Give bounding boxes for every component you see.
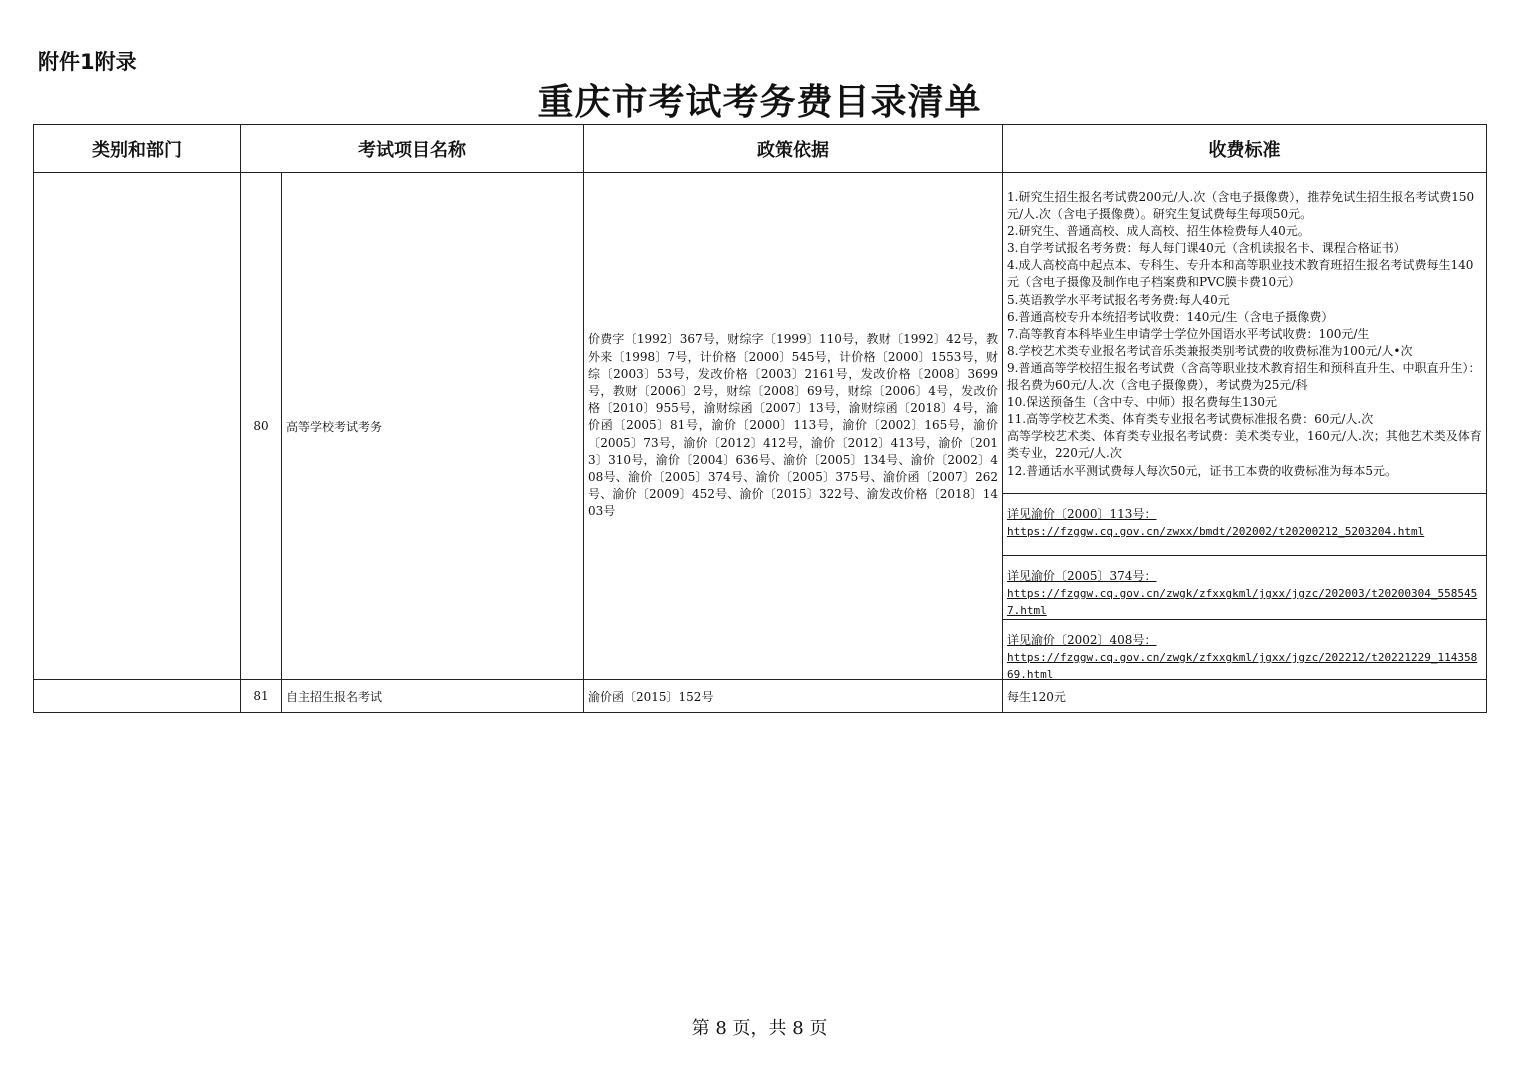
fee-line: 11.高等学校艺术类、体育类专业报名考试费标准报名费：60元/人.次: [1007, 412, 1374, 427]
reference-link[interactable]: [1003, 620, 1486, 683]
document-title: 重庆市考试考务费目录清单: [537, 81, 982, 123]
fee-line: 10.保送预备生（含中专、中师）报名费每生130元: [1007, 395, 1277, 410]
table-row: [34, 173, 1487, 680]
fee-line: 9.普通高等学校招生报名考试费（含高等职业技术教育招生和预科直升生、中职直升生）：报名费为60元/人.次（含电子摄像费），考试费为25元/科: [1007, 360, 1481, 393]
table-row: [34, 680, 1487, 713]
table-header-row: [34, 125, 1487, 173]
fee-line: 3.自学考试报名考务费：每人每门课40元（含机读报名卡、课程合格证书）: [1007, 241, 1406, 256]
fee-line: 5.英语教学水平考试报名考务费:每人40元: [1007, 292, 1230, 307]
header-exam-name: 考试项目名称: [241, 125, 584, 173]
row-number: 81: [241, 680, 282, 713]
fee-line: 8.学校艺术类专业报名考试音乐类兼报类别考试费的收费标准为100元/人•次: [1007, 343, 1413, 358]
reference-link-label: 详见渝价〔2002〕408号：: [1007, 633, 1157, 647]
reference-link-url[interactable]: https://fzggw.cq.gov.cn/zwxx/bmdt/202002/t20200212_5203204.html: [1007, 525, 1425, 538]
reference-link-label: 详见渝价〔2005〕374号：: [1007, 569, 1157, 583]
header-category: 类别和部门: [34, 125, 241, 173]
attachment-label: 附件1附录: [38, 50, 137, 74]
fee-catalog-table: [33, 124, 1487, 713]
reference-link-url[interactable]: https://fzggw.cq.gov.cn/zwgk/zfxxgkml/jgxx/jgzc/202212/t20221229_11435869.html: [1007, 651, 1478, 681]
fee-line: 2.研究生、普通高校、成人高校、招生体检费每人40元。: [1007, 224, 1310, 239]
fee-line: 12.普通话水平测试费每人每次50元，证书工本费的收费标准为每本5元。: [1007, 463, 1397, 478]
header-policy: 政策依据: [584, 125, 1003, 173]
fee-line: 1.研究生招生报名考试费200元/人.次（含电子摄像费），推荐免试生招生报名考试费150元/人.次（含电子摄像费）。研究生复试费每生每项50元。: [1007, 190, 1475, 222]
fee-line: 4.成人高校高中起点本、专科生、专升本和高等职业技术教育班招生报名考试费每生140元（含电子摄像及制作电子档案费和PVC膜卡费10元）: [1007, 258, 1474, 290]
category-cell: [34, 173, 241, 680]
row-number: 80: [241, 173, 282, 680]
reference-link-url[interactable]: https://fzggw.cq.gov.cn/zwgk/zfxxgkml/jgxx/jgzc/202003/t20200304_5585457.html: [1007, 587, 1478, 617]
reference-link[interactable]: [1003, 556, 1486, 620]
exam-name-cell: 高等学校考试考务: [282, 173, 584, 680]
fee-standard-cell: [1003, 173, 1487, 680]
category-cell: [34, 680, 241, 713]
reference-link-label: 详见渝价〔2000〕113号：: [1007, 507, 1157, 521]
fee-line: 7.高等教育本科毕业生申请学士学位外国语水平考试收费：100元/生: [1007, 326, 1370, 341]
fee-standard-list: [1003, 173, 1486, 494]
policy-cell: 价费字〔1992〕367号，财综字〔1999〕110号，教财〔1992〕42号，教外来〔1998〕7号，计价格〔2000〕545号，计价格〔2000〕1553号，财综〔2003〕53号，发改价格〔2003〕2161号，发改价格〔2008〕3699号，教财〔2006〕2号，财综〔2008〕69号，财综〔2006〕4号，发改价格〔2010〕955号，渝财综函〔2007〕13号，渝财综函〔2018〕4号，渝价函〔2005〕81号，渝价〔2000〕113号，渝价〔2002〕165号，渝价〔2005〕73号，渝价〔2012〕412号，渝价〔2012〕413号，渝价〔2013〕310号，渝价〔2004〕636号、渝价〔2005〕134号、渝价〔2002〕408号、渝价〔2005〕374号、渝价〔2005〕375号、渝价函〔2007〕262号、渝价〔2009〕452号、渝价〔2015〕322号、渝发改价格〔2018〕1403号: [584, 173, 1003, 680]
reference-link[interactable]: [1003, 494, 1486, 556]
exam-name-cell: 自主招生报名考试: [282, 680, 584, 713]
fee-standard-cell: 每生120元: [1003, 680, 1487, 713]
policy-cell: 渝价函〔2015〕152号: [584, 680, 1003, 713]
header-fee-standard: 收费标准: [1003, 125, 1487, 173]
page-footer: 第 8 页，共 8 页: [691, 1018, 828, 1039]
fee-line: 高等学校艺术类、体育类专业报名考试费：美术类专业，160元/人.次；其他艺术类及体育类专业，220元/人.次: [1007, 429, 1482, 461]
fee-line: 6.普通高校专升本统招考试收费：140元/生（含电子摄像费）: [1007, 309, 1334, 324]
